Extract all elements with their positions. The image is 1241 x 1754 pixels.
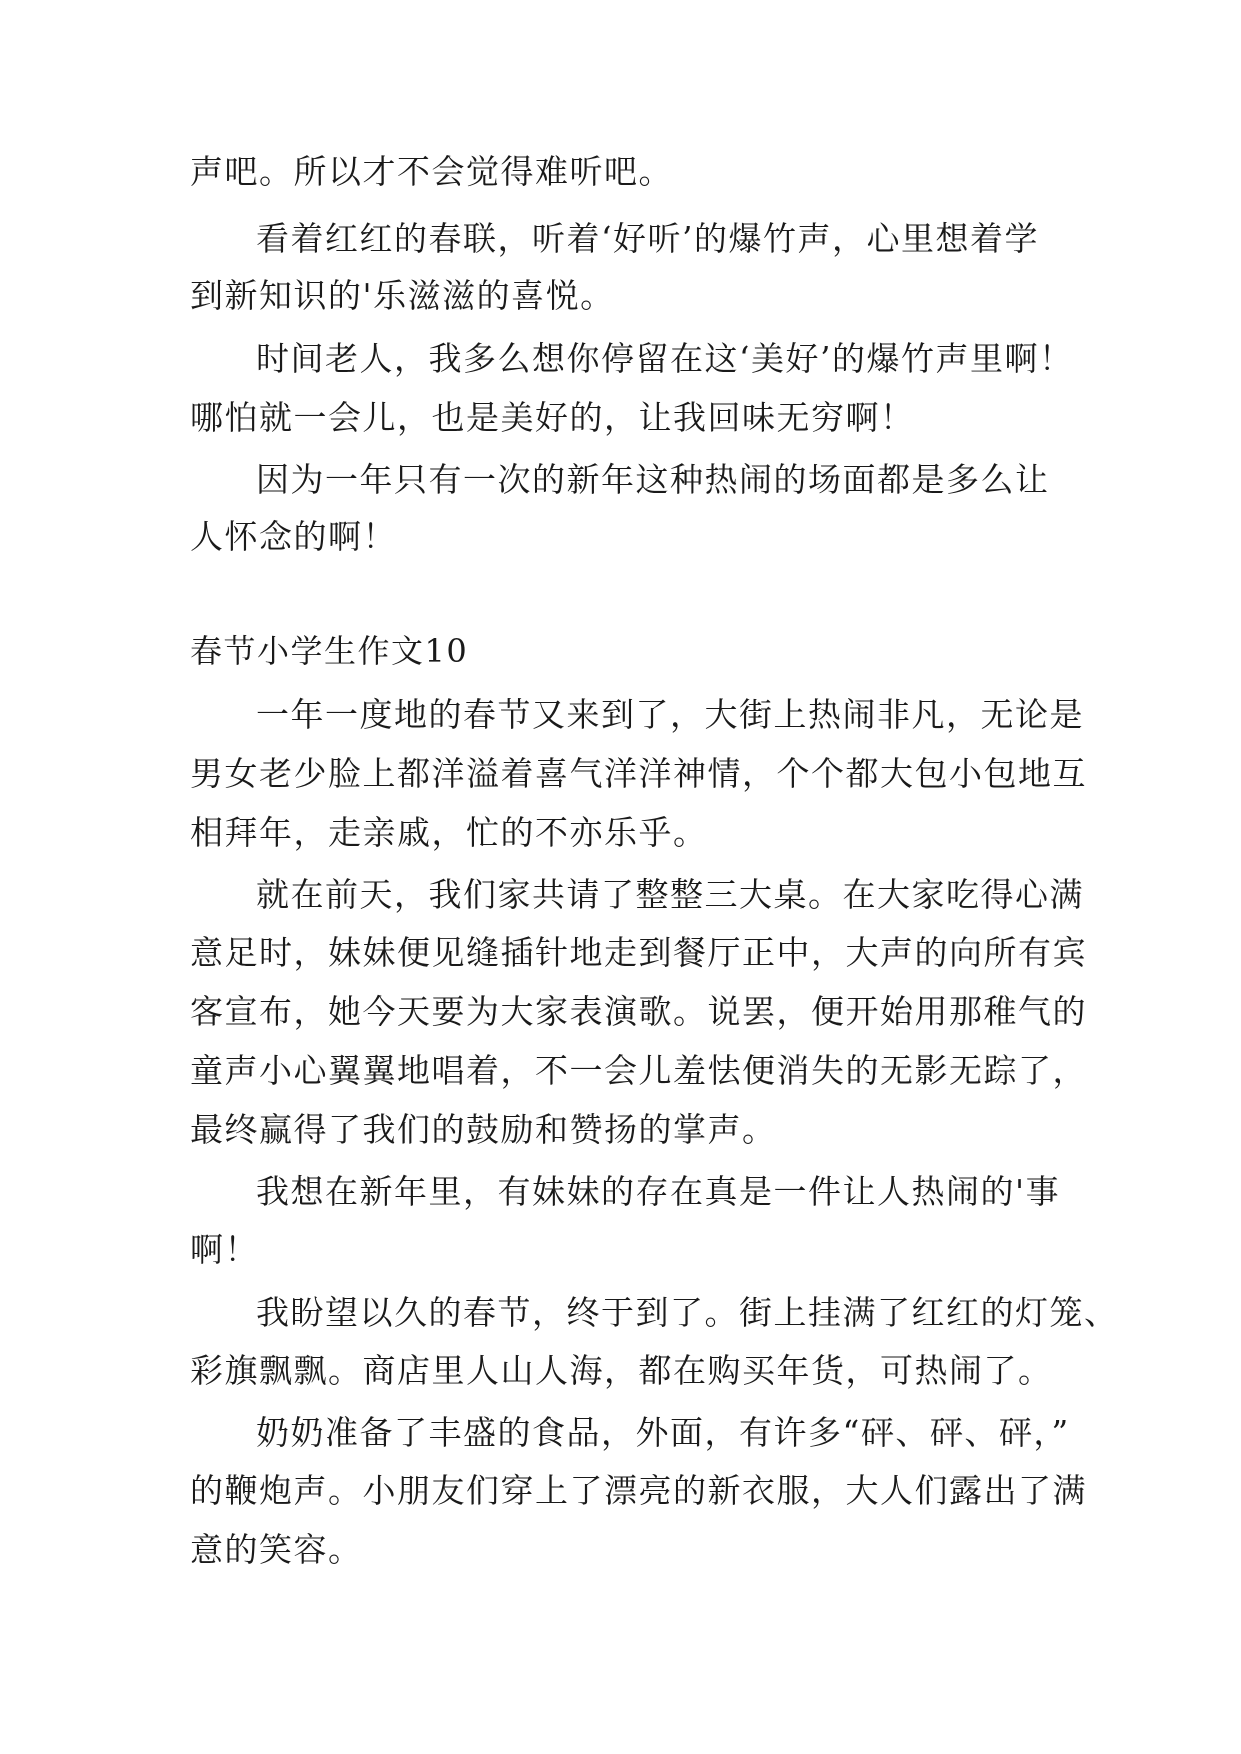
text-line: 的鞭炮声。小朋友们穿上了漂亮的新衣服，大人们露出了满 [190,1471,1087,1510]
text-line: 到新知识的'乐滋滋的喜悦。 [190,276,615,315]
paragraph-start: 时间老人，我多么想你停留在这‘美好’的爆竹声里啊！ [256,339,1074,378]
paragraph-start: 看着红红的春联，听着‘好听’的爆竹声，心里想着学 [256,219,1039,258]
paragraph-start: 我想在新年里，有妹妹的存在真是一件让人热闹的'事 [256,1172,1061,1211]
paragraph-start: 我盼望以久的春节，终于到了。街上挂满了红红的灯笼、 [256,1293,1119,1332]
text-line: 彩旗飘飘。商店里人山人海，都在购买年货，可热闹了。 [190,1351,1053,1390]
text-line: 声吧。所以才不会觉得难听吧。 [190,152,673,191]
text-line: 意足时，妹妹便见缝插针地走到餐厅正中，大声的向所有宾 [190,933,1087,972]
text-line: 意的笑容。 [190,1530,363,1569]
text-line: 人怀念的啊！ [190,517,397,556]
text-line: 童声小心翼翼地唱着，不一会儿羞怯便消失的无影无踪了， [190,1051,1087,1090]
text-line: 哪怕就一会儿，也是美好的，让我回味无穷啊！ [190,398,915,437]
paragraph-start: 一年一度地的春节又来到了，大街上热闹非凡，无论是 [256,695,1084,734]
paragraph-start: 因为一年只有一次的新年这种热闹的场面都是多么让 [256,460,1050,499]
text-line: 啊！ [190,1230,259,1269]
paragraph-start: 就在前天，我们家共请了整整三大桌。在大家吃得心满 [256,875,1084,914]
section-heading: 春节小学生作文10 [190,632,469,670]
text-line: 最终赢得了我们的鼓励和赞扬的掌声。 [190,1110,777,1149]
text-line: 男女老少脸上都洋溢着喜气洋洋神情，个个都大包小包地互 [190,754,1087,793]
text-line: 客宣布，她今天要为大家表演歌。说罢，便开始用那稚气的 [190,992,1087,1031]
paragraph-start: 奶奶准备了丰盛的食品，外面，有许多“砰、砰、砰，” [256,1413,1070,1452]
text-line: 相拜年，走亲戚，忙的不亦乐乎。 [190,813,708,852]
